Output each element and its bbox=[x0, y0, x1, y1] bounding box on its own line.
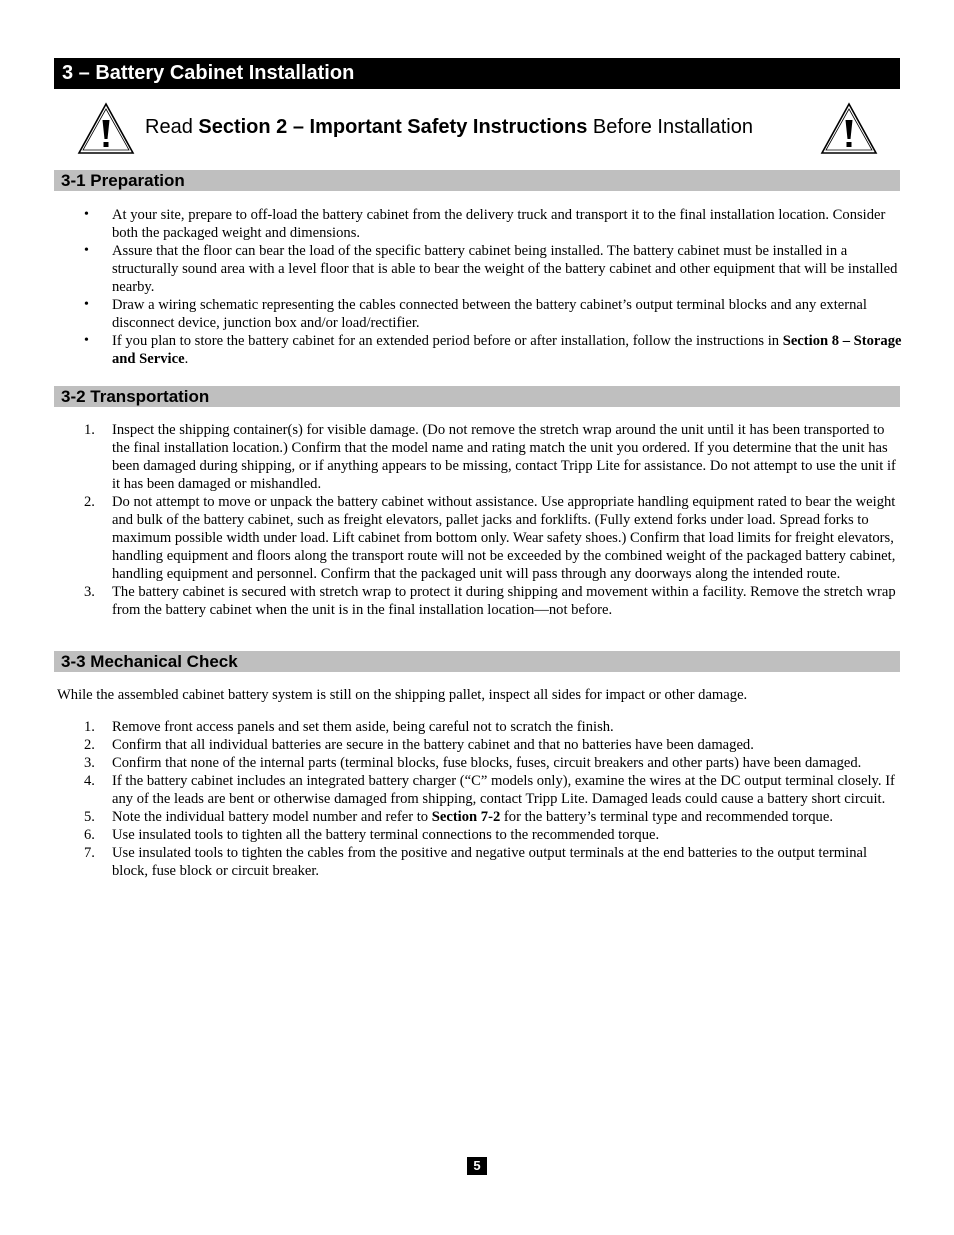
transportation-list bbox=[84, 421, 902, 619]
list-item: • If you plan to store the battery cabinet for an extended period before or after installation, follow the instructions in Section 8 – Storage and Service. bbox=[84, 333, 902, 367]
list-item: 2. Confirm that all individual batteries are secure in the battery cabinet and that no batteries have been damaged. bbox=[84, 737, 754, 753]
list-item: 1. Inspect the shipping container(s) for visible damage. (Do not remove the stretch wrap around the unit until it has been transported to the final installation location.) Confirm that the model name and rating match the unit you ordered. If you determine that the unit has been damaged during shipping, or if anything appears to be missing, contact Tripp Lite for assistance. Do not attempt to use the unit if it has been damaged or mishandled. bbox=[84, 422, 896, 492]
section-reference: Section 8 – Storage and Service bbox=[112, 333, 902, 367]
warning-icon bbox=[77, 102, 135, 155]
list-item: 2. Do not attempt to move or unpack the battery cabinet without assistance. Use appropriate handling equipment rated to bear the weight and bulk of the battery cabinet, such as freight elevators, pallet jacks and forklifts. (Fully extend forks under load. Spread forks to maximum possible width under load. Lift cabinet from bottom only. Wear safety shoes.) Confirm that load limits for freight elevators, handling equipment and floors along the transport route will not be exceeded by the combined weight of the packaged battery cabinet, handling equipment and personnel. Confirm that the packaged unit will pass through any doorways along the intended route. bbox=[84, 494, 896, 582]
mechanical-check-list bbox=[84, 718, 902, 880]
section-heading-preparation: 3-1 Preparation bbox=[54, 170, 900, 191]
warning-icon bbox=[820, 102, 878, 155]
list-item: 7. Use insulated tools to tighten the cables from the positive and negative output terminals at the end batteries to the output terminal block, fuse block or circuit breaker. bbox=[84, 845, 868, 879]
list-item: 6. Use insulated tools to tighten all the battery terminal connections to the recommended torque. bbox=[84, 827, 660, 843]
section-heading-mechanical-check: 3-3 Mechanical Check bbox=[54, 651, 900, 672]
list-item: 3. Confirm that none of the internal parts (terminal blocks, fuse blocks, fuses, circuit breakers and other parts) have been damaged. bbox=[84, 755, 862, 771]
safety-notice: Read Section 2 – Important Safety Instructions Before Installation bbox=[145, 116, 753, 138]
list-item: 5. Note the individual battery model number and refer to Section 7-2 for the battery’s terminal type and recommended torque. bbox=[84, 809, 833, 825]
section-heading-transportation: 3-2 Transportation bbox=[54, 386, 900, 407]
section-reference: Section 7-2 bbox=[431, 809, 501, 825]
page-number: 5 bbox=[467, 1157, 487, 1175]
list-item: • At your site, prepare to off-load the battery cabinet from the delivery truck and transport it to the final installation location. Consider both the packaged weight and dimensions. bbox=[84, 207, 886, 241]
chapter-heading: 3 – Battery Cabinet Installation bbox=[54, 58, 900, 89]
mechanical-check-intro: While the assembled cabinet battery system is still on the shipping pallet, inspect all sides for impact or other damage. bbox=[57, 687, 748, 703]
list-item: 1. Remove front access panels and set them aside, being careful not to scratch the finish. bbox=[84, 719, 614, 735]
list-item: 4. If the battery cabinet includes an integrated battery charger (“C” models only), examine the wires at the DC output terminal closely. If any of the leads are bent or otherwise damaged from shipping, contact Tripp Lite. Damaged leads could cause a battery short circuit. bbox=[84, 773, 895, 807]
preparation-list bbox=[84, 206, 902, 368]
list-item: • Draw a wiring schematic representing the cables connected between the battery cabinet’s output terminal blocks and any external disconnect device, junction box and/or load/rectifier. bbox=[84, 297, 867, 331]
list-item: 3. The battery cabinet is secured with stretch wrap to protect it during shipping and movement within a facility. Remove the stretch wrap from the battery cabinet when the unit is in the final installation location—not before. bbox=[84, 584, 896, 618]
list-item: • Assure that the floor can bear the load of the specific battery cabinet being installed. The battery cabinet must be installed in a structurally sound area with a level floor that is able to bear the weight of the battery cabinet and other equipment that will be installed nearby. bbox=[84, 243, 898, 295]
safety-notice-section-ref: Section 2 – Important Safety Instructions bbox=[198, 116, 588, 138]
